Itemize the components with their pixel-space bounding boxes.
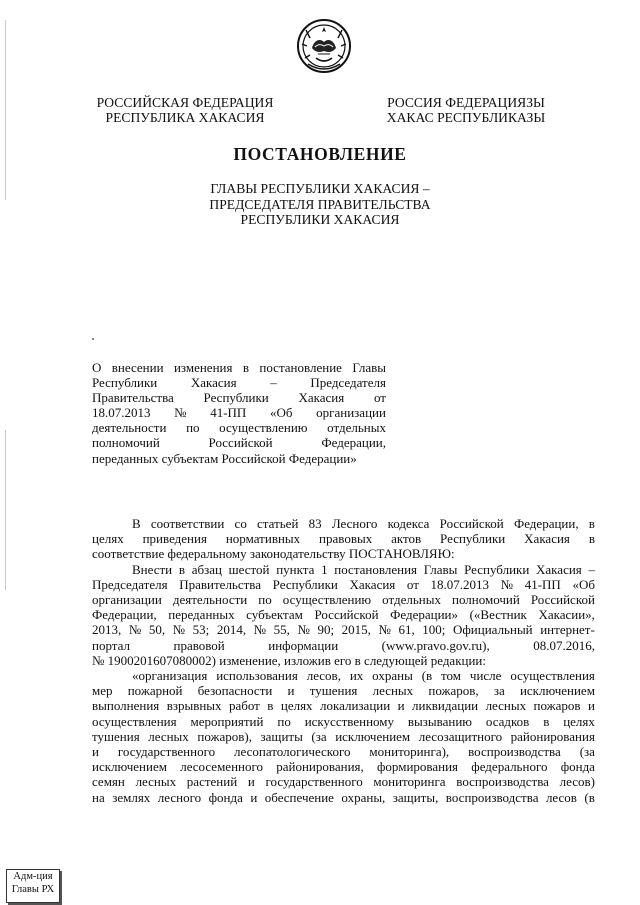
body-word: по <box>258 592 272 608</box>
body-word: лесов <box>545 789 577 805</box>
body-word: лесопатологического <box>234 744 351 760</box>
document-body <box>92 516 595 805</box>
heading-word: переданных субъектам Российской Федерации» <box>92 450 357 466</box>
header-right-line: РОССИЯ ФЕДЕРАЦИЯЗЫ <box>387 95 545 110</box>
body-word: Официальный <box>453 622 533 638</box>
scan-edge-mark <box>5 430 6 590</box>
body-word: лесных <box>372 683 414 699</box>
body-word: 90; <box>317 622 335 638</box>
body-word: и <box>247 774 255 790</box>
body-word: безопасности <box>197 683 273 699</box>
body-word: по <box>277 713 291 729</box>
body-word: 55, <box>273 622 290 638</box>
body-word: и <box>250 789 258 805</box>
body-word: защиты, <box>392 789 439 805</box>
body-word: отдельных <box>382 592 441 608</box>
body-word: приведения <box>142 531 207 547</box>
body-line <box>92 774 595 789</box>
body-word: 18.07.2013 <box>430 576 490 592</box>
body-word: ликвидации <box>412 698 479 714</box>
body-line <box>92 729 595 744</box>
body-word: кодекса <box>387 516 430 531</box>
body-word: 08.07.2016, <box>533 637 595 653</box>
body-word: федерального <box>471 759 548 775</box>
body-word: и <box>587 698 595 714</box>
body-line <box>92 607 595 622</box>
body-line <box>92 577 595 592</box>
body-word: в <box>543 713 550 729</box>
body-word: портал <box>92 637 130 653</box>
body-word: осадков <box>485 713 530 729</box>
body-word: Федерации, <box>513 516 579 531</box>
body-word: лесных <box>485 698 527 714</box>
body-word: организации <box>92 592 162 608</box>
body-word: 100; <box>422 622 446 638</box>
heading-line <box>92 405 386 420</box>
body-word: исключением <box>335 728 411 744</box>
heading-word: О <box>92 360 102 375</box>
body-line <box>92 546 595 561</box>
heading-word: отдельных <box>327 420 386 436</box>
body-line <box>132 516 595 531</box>
body-word: Федерации» <box>390 607 459 623</box>
body-word: № <box>500 576 514 592</box>
subtitle-line: ГЛАВЫ РЕСПУБЛИКИ ХАКАСИЯ – <box>210 181 430 196</box>
subtitle-line: РЕСПУБЛИКИ ХАКАСИЯ <box>240 212 400 227</box>
heading-word: в <box>242 360 249 375</box>
heading-line <box>92 451 386 466</box>
body-word: и <box>397 698 405 714</box>
heading-line <box>92 375 386 390</box>
body-word: взрывных <box>166 698 222 714</box>
body-word: использования <box>216 668 298 684</box>
heading-word: Правительства <box>92 390 174 406</box>
body-word: государственного <box>265 774 363 790</box>
body-word: постановления <box>334 561 418 577</box>
body-word: том <box>441 668 462 684</box>
body-line <box>92 744 595 759</box>
body-word: государственного <box>117 744 216 760</box>
body-word: локализации <box>319 698 391 714</box>
body-word: – <box>588 561 595 577</box>
heading-word: Республики <box>203 390 269 406</box>
body-word: растений <box>186 774 238 790</box>
body-word: актов <box>391 531 422 547</box>
body-word: («Вестник <box>469 607 527 623</box>
body-word: № <box>253 622 267 638</box>
body-word: защиты <box>260 728 303 744</box>
subtitle-line: ПРЕДСЕДАТЕЛЯ ПРАВИТЕЛЬСТВА <box>209 196 431 212</box>
body-word: нормативных <box>225 531 301 547</box>
body-word: выполнения <box>92 698 160 714</box>
body-word: в <box>178 561 185 577</box>
body-word: лесных <box>135 774 177 790</box>
body-word: районирования, <box>276 759 364 775</box>
heading-word: организации <box>316 405 386 421</box>
body-word: 2014, <box>216 622 247 638</box>
body-word: Хакасии», <box>538 607 595 623</box>
heading-word: Председателя <box>310 375 386 391</box>
body-word: за <box>493 683 505 699</box>
body-word: интернет- <box>540 622 595 638</box>
body-word: числе <box>469 668 502 684</box>
heading-word: Российской <box>208 435 273 451</box>
header-left <box>92 95 278 125</box>
body-line <box>92 698 595 713</box>
body-word: лесного <box>157 789 202 805</box>
body-word: лесов, <box>306 668 341 684</box>
body-word: тушения <box>309 683 358 699</box>
body-line <box>92 790 595 805</box>
heading-word: по <box>186 420 200 436</box>
body-word: 2013, <box>92 622 122 638</box>
body-word: № <box>297 622 310 638</box>
body-word: пункта <box>276 561 315 577</box>
body-word: 61, <box>398 622 415 638</box>
body-word: фонда <box>208 789 243 805</box>
body-word: от <box>406 576 419 592</box>
body-word: переданных <box>168 607 235 623</box>
body-word: пожаров), <box>197 728 252 744</box>
body-word: на <box>92 789 105 805</box>
body-word: и <box>287 683 295 699</box>
heading-word: «Об <box>269 405 293 421</box>
body-word: В <box>132 516 141 531</box>
body-word: целях <box>92 531 124 547</box>
heading-word: деятельности <box>92 420 167 436</box>
heading-word: Федерации, <box>321 435 386 451</box>
body-word: тушения <box>92 728 140 744</box>
body-word: шестой <box>228 561 270 577</box>
body-word: воспроизводства <box>468 744 561 760</box>
heading-word: № <box>174 405 187 421</box>
heading-word: – <box>270 375 277 391</box>
body-word: Хакасия <box>524 531 570 547</box>
body-word: воспроизводства <box>456 774 549 790</box>
body-word: 50, <box>148 622 166 638</box>
stamp-line: Главы РХ <box>11 884 55 895</box>
body-word: их <box>349 668 364 684</box>
body-word: формирования <box>377 759 459 775</box>
heading-word: Хакасия <box>190 375 237 391</box>
body-word: Республики <box>272 576 338 592</box>
body-word: в <box>588 516 595 531</box>
body-word: осуществления <box>510 668 595 684</box>
body-line <box>92 638 595 653</box>
body-word: (за <box>579 744 595 760</box>
body-word: пожаров, <box>428 683 479 699</box>
body-word: охраны, <box>341 789 386 805</box>
body-word: 1 <box>321 561 328 577</box>
body-word: 2015, <box>341 622 371 638</box>
body-word: деятельности <box>172 592 248 608</box>
scan-edge-mark <box>5 20 6 200</box>
body-word: № 1900201607080002) изменение, изложив его в следующей редакции: <box>92 652 486 668</box>
coat-of-arms-emblem <box>296 18 352 74</box>
heading-line <box>92 360 386 375</box>
document-subtitle <box>0 181 640 228</box>
header-left-line: РЕСПУБЛИКА ХАКАСИЯ <box>105 110 265 125</box>
body-word: Российской <box>314 607 379 623</box>
body-word: районирования <box>510 728 595 744</box>
body-word: целях <box>563 713 595 729</box>
heading-word: Хакасия <box>298 390 345 406</box>
body-word: «Об <box>572 576 595 592</box>
body-word: статьей <box>257 516 299 531</box>
body-word: со <box>234 516 247 531</box>
body-line <box>132 562 595 577</box>
body-word: полномочий <box>452 592 520 608</box>
body-word: 41-ПП <box>524 576 561 592</box>
body-word: мониторинга <box>373 774 446 790</box>
body-word: вызыванию <box>407 713 472 729</box>
body-word: (в <box>584 789 595 805</box>
document-heading-block <box>92 360 386 466</box>
body-word: целях <box>280 698 313 714</box>
stamp-line: Адм-ция <box>13 871 53 882</box>
heading-word: полномочий <box>92 435 160 451</box>
body-word: мер <box>92 683 113 699</box>
body-word: обеспечение <box>264 789 334 805</box>
header-right-line: ХАКАС РЕСПУБЛИКАЗЫ <box>386 110 546 125</box>
heading-word: изменения <box>173 360 233 375</box>
body-word: № <box>128 622 142 638</box>
body-word: информации <box>268 637 339 653</box>
body-word: Российской <box>439 516 504 531</box>
body-word: Главы <box>423 561 458 577</box>
document-title: ПОСТАНОВЛЕНИЕ <box>233 144 407 164</box>
body-word: исключением <box>92 759 167 775</box>
body-word: исключением <box>519 683 595 699</box>
heading-word: 41-ПП <box>210 405 247 421</box>
body-word: и <box>92 744 99 760</box>
header-right <box>382 95 550 125</box>
body-word: в <box>588 531 595 547</box>
registration-stamp <box>6 869 60 903</box>
body-word: Российской <box>530 592 595 608</box>
body-word: субъектам <box>246 607 303 623</box>
scan-speck <box>92 338 94 340</box>
body-word: Федерации, <box>92 607 157 623</box>
body-word: Республики <box>440 531 506 547</box>
heading-word: Главы <box>352 360 386 375</box>
body-word: Правительства <box>179 576 262 592</box>
body-line <box>92 714 595 729</box>
body-line <box>92 592 595 607</box>
body-line <box>92 531 595 546</box>
body-word: (www.pravo.gov.ru), <box>381 637 490 653</box>
heading-word: Республики <box>92 375 158 391</box>
body-line <box>92 653 595 668</box>
body-line <box>92 759 595 774</box>
body-word: семян <box>92 774 125 790</box>
body-word: пожаров <box>533 698 581 714</box>
body-word: работ <box>228 698 260 714</box>
body-word: фонда <box>560 759 595 775</box>
body-word: лесосеменного <box>180 759 263 775</box>
body-word: мониторинга), <box>369 744 450 760</box>
body-word: осуществлению <box>282 592 372 608</box>
body-word: в <box>267 698 274 714</box>
heading-word: внесении <box>111 360 164 375</box>
body-line <box>132 668 595 683</box>
body-word: охраны <box>372 668 413 684</box>
body-word: Республики <box>464 561 530 577</box>
body-word: абзац <box>191 561 222 577</box>
body-word: лесозащитного <box>418 728 503 744</box>
body-word: 83 <box>308 516 322 531</box>
body-word: 53; <box>192 622 210 638</box>
body-word: соответствие федеральному законодательству ПОСТАНОВЛЯЮ: <box>92 546 455 562</box>
body-word: правовой <box>173 637 225 653</box>
heading-word: 18.07.2013 <box>92 405 151 421</box>
body-word: Внести <box>132 561 173 577</box>
body-line <box>92 683 595 698</box>
body-word: мероприятий <box>190 713 264 729</box>
body-word: лесных <box>148 728 189 744</box>
body-line <box>92 622 595 637</box>
body-word: землях <box>112 789 151 805</box>
body-word: Лесного <box>331 516 378 531</box>
body-word: (в <box>421 668 433 684</box>
body-word: пожарной <box>127 683 183 699</box>
heading-line <box>92 435 386 450</box>
body-word: правовых <box>319 531 373 547</box>
heading-line <box>92 390 386 405</box>
header-left-line: РОССИЙСКАЯ ФЕДЕРАЦИЯ <box>96 95 274 110</box>
body-word: Хакасия <box>349 576 396 592</box>
heading-word: от <box>373 390 386 406</box>
body-word: № <box>172 622 186 638</box>
heading-word: осуществлению <box>219 420 308 436</box>
heading-line <box>92 420 386 435</box>
body-word: лесов) <box>559 774 595 790</box>
heading-word: постановление <box>259 360 342 375</box>
body-word: воспроизводства <box>445 789 539 805</box>
body-word: соответствии <box>150 516 225 531</box>
body-word: осуществления <box>92 713 177 729</box>
body-word: «организация <box>132 668 208 684</box>
body-word: (за <box>311 728 327 744</box>
body-word: Хакасия <box>536 561 582 577</box>
body-word: № <box>378 622 391 638</box>
body-word: искусственному <box>304 713 395 729</box>
body-word: Председателя <box>92 576 168 592</box>
